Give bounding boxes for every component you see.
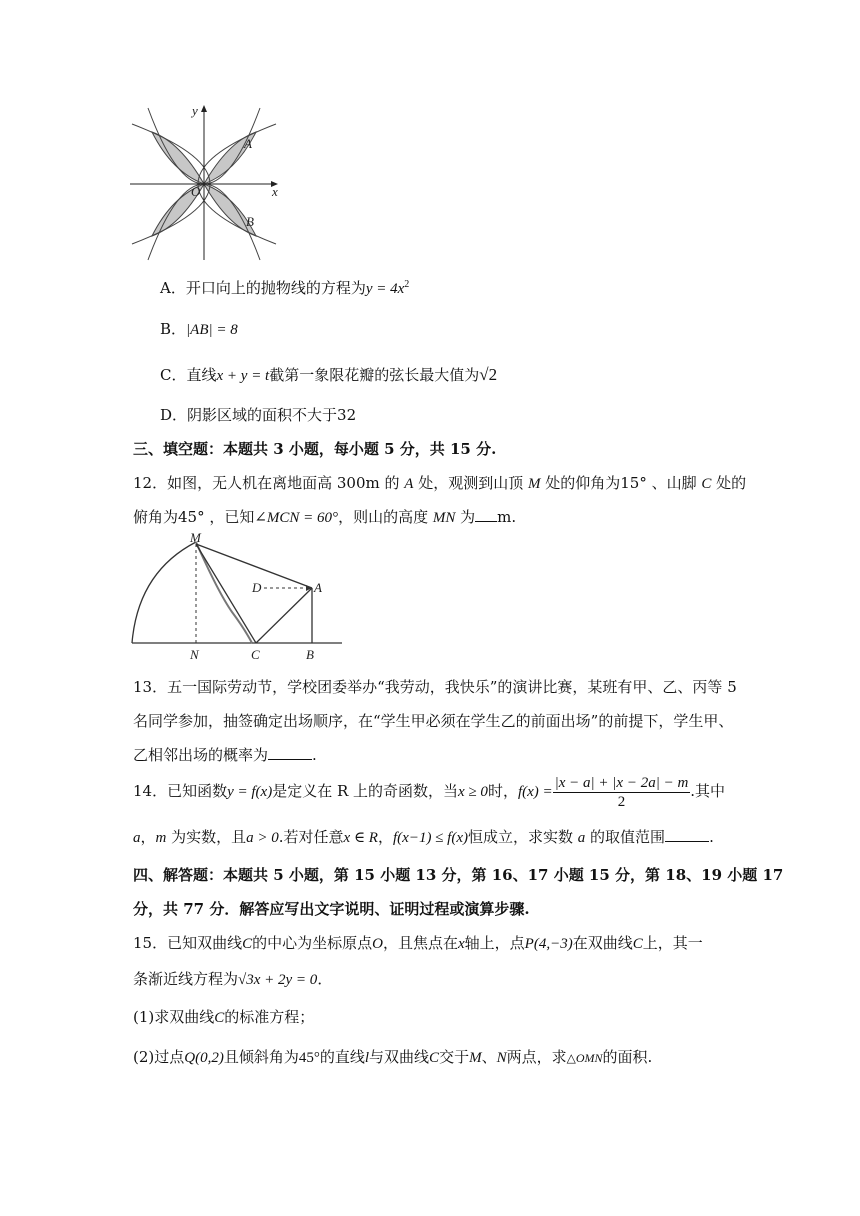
- point-a-label: A: [244, 136, 252, 151]
- q15-line-2: 条渐近线方程为√3x + 2y = 0．: [133, 970, 333, 988]
- label-c: C: [251, 647, 260, 662]
- petal-figure: [128, 100, 288, 262]
- q13-line-1: 13．五一国际劳动节，学校团委举办“我劳动，我快乐”的演讲比赛，某班有甲、乙、丙等 5: [133, 678, 737, 696]
- option-b: B．|AB| = 8: [160, 320, 238, 338]
- q12-line-2: 俯角为45° ，已知∠MCN = 60°，则山的高度 MN 为 m.: [133, 508, 517, 526]
- petal-q2: [152, 132, 204, 184]
- label-m: M: [190, 532, 201, 545]
- line-mc: [196, 544, 256, 643]
- mountain-left-slope: [132, 542, 196, 643]
- q15-line-1: 15．已知双曲线C的中心为坐标原点O，且焦点在x轴上，点P(4,−3)在双曲线C上，其一: [133, 934, 703, 952]
- section-3-title: 三、填空题：本题共 3 小题，每小题 5 分，共 15 分.: [133, 440, 497, 458]
- mountain-figure: [128, 532, 348, 664]
- y-axis-arrow: [201, 105, 207, 112]
- q14-line-2: a，m 为实数，且a > 0.若对任意x ∈ R，f(x−1) ≤ f(x)恒成立，求实数 a 的取值范围 .: [133, 828, 714, 846]
- q14-fraction: $\frac{|x - a| + |x - 2a| - m}{2}$: [554, 774, 689, 810]
- q13-line-2: 名同学参加，抽签确定出场顺序，在“学生甲必须在学生乙的前面出场”的前提下，学生甲、: [133, 712, 734, 730]
- q15-sub-2: (2)过点Q(0,2)且倾斜角为45°的直线l与双曲线C交于M、N两点，求△OMN的面积.: [133, 1048, 653, 1066]
- q15-sub-1: (1)求双曲线C的标准方程；: [133, 1008, 315, 1026]
- option-a: A．开口向上的抛物线的方程为$y = 4x^2$: [160, 279, 410, 297]
- label-n: N: [190, 647, 199, 662]
- q14-answer-blank[interactable]: [665, 827, 709, 842]
- q12-line-1: 12．如图，无人机在离地面高 300m 的 A 处，观测到山顶 M 处的仰角为15° 、山脚 C 处的: [133, 474, 747, 492]
- q12-answer-blank[interactable]: [475, 507, 497, 522]
- section-4-line-1: 四、解答题：本题共 5 小题，第 15 小题 13 分，第 16、17 小题 15 分，第 18、19 小题 17: [133, 866, 784, 884]
- label-b: B: [306, 647, 314, 662]
- y-axis-label: y: [192, 103, 198, 118]
- x-axis-label: x: [272, 184, 278, 199]
- q13-line-3: 乙相邻出场的概率为 .: [133, 746, 317, 764]
- q14-line-1: 14．已知函数y = f(x)是定义在 R 上的奇函数，当x ≥ 0时，f(x) = $\frac{|x - a| + |x - 2a| - m}{2}$ .其中: [133, 774, 726, 810]
- option-d: D．阴影区域的面积不大于32: [160, 406, 357, 424]
- option-c: C．直线x + y = t截第一象限花瓣的弦长最大值为√2: [160, 365, 498, 384]
- label-a: A: [314, 580, 322, 595]
- point-b-label: B: [246, 214, 254, 229]
- line-ac: [256, 588, 312, 643]
- section-4-line-2: 分，共 77 分．解答应写出文字说明、证明过程或演算步骤.: [133, 900, 530, 918]
- label-d: D: [252, 580, 262, 595]
- q13-answer-blank[interactable]: [268, 745, 312, 760]
- origin-label: O: [191, 184, 201, 199]
